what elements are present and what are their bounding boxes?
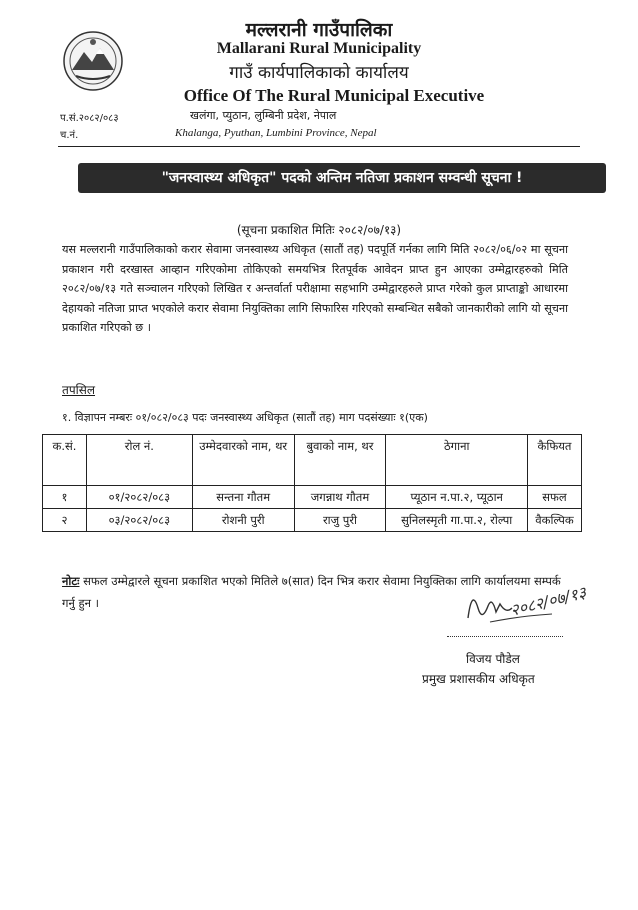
cell-father: राजु पुरी <box>294 509 386 532</box>
cell-remarks: वैकल्पिक <box>528 509 582 532</box>
signature-line <box>447 636 563 637</box>
details-heading: तपसिल <box>62 383 96 397</box>
cell-address: सुनिलस्मृती गा.पा.२, रोल्पा <box>386 509 528 532</box>
publish-date: (सूचना प्रकाशित मितिः २०८२/०७/१३) <box>236 223 402 237</box>
notice-title-banner: "जनस्वास्थ्य अधिकृत" पदको अन्तिम नतिजा प्रकाशन सम्वन्धी सूचना ! <box>78 163 606 193</box>
results-table <box>42 434 582 532</box>
col-header-father: बुवाको नाम, थर <box>294 435 386 486</box>
municipality-name-np: मल्लरानी गाउँपालिका <box>245 19 393 41</box>
ref-no: च.नं. <box>60 130 79 141</box>
cell-sn: २ <box>43 509 87 532</box>
notice-body: यस मल्लरानी गाउँपालिकाको करार सेवामा जनस्वास्थ्य अधिकृत (सातौं तह) पदपूर्ति गर्नका लागि मिति २०८२/०६/०२ मा सूचना प्रकाशन गरी दरखास्त आव्हान गरिएकोमा तोकिएको समयभित्र रितपूर्वक आवेदन प्राप्त हुन आएका उम्मेद्वारहरुको मिति २०८२/०७/१३ गते सञ्चालन गरिएको लिखित र अन्तर्वार्ता परीक्षामा सहभागि उम्मेद्वारहरुले प्राप्त गरेको कुल प्राप्ताङ्को आधारमा देहायको नतिजा प्राप्त भएकोले करार सेवामा नियुक्तिका लागि सिफारिस गरिएको सम्बन्धित सबैको जानकारीको लागि यो सूचना प्रकाशित गरिएको छ । <box>62 243 568 334</box>
note-text: सफल उम्मेद्वारले सूचना प्रकाशित भएको मितिले ७(सात) दिन भित्र करार सेवामा नियुक्तिका लागि कार्यालयमा सम्पर्क गर्नु हुन । <box>62 574 561 610</box>
col-header-remarks: कैफियत <box>528 435 582 486</box>
signature-date: २०८२/०७/१३ <box>508 582 589 620</box>
office-name-en: Office Of The Rural Municipal Executive <box>183 86 485 105</box>
handwritten-signature <box>460 578 600 638</box>
signatory-name: विजय पौडेल <box>466 652 520 666</box>
note-label: नोटः <box>62 574 80 588</box>
signatory-designation: प्रमुख प्रशासकीय अधिकृत <box>422 672 535 686</box>
address-en: Khalanga, Pyuthan, Lumbini Province, Nepal <box>175 127 377 139</box>
cell-address: प्यूठान न.पा.२, प्यूठान <box>386 486 528 509</box>
cell-candidate: रोशनी पुरी <box>192 509 294 532</box>
advertisement-line: १. विज्ञापन नम्बरः ०१/०८२/०८३ पदः जनस्वास्थ्य अधिकृत (सातौं तह) माग पदसंख्याः १(एक) <box>62 411 428 424</box>
col-header-address: ठेगाना <box>386 435 528 486</box>
cell-roll: ०१/२०८२/०८३ <box>86 486 192 509</box>
office-name-np: गाउँ कार्यपालिकाको कार्यालय <box>229 63 409 83</box>
cell-sn: १ <box>43 486 87 509</box>
municipality-name-en: Mallarani Rural Municipality <box>216 40 422 57</box>
fiscal-ref: प.सं.२०८२/०८३ <box>60 113 119 124</box>
table-row <box>43 509 582 532</box>
col-header-sn: क.सं. <box>43 435 87 486</box>
table-header-row <box>43 435 582 486</box>
cell-father: जगन्नाथ गौतम <box>294 486 386 509</box>
cell-remarks: सफल <box>528 486 582 509</box>
col-header-candidate: उम्मेदवारको नाम, थर <box>192 435 294 486</box>
col-header-roll: रोल नं. <box>86 435 192 486</box>
cell-roll: ०३/२०८२/०८३ <box>86 509 192 532</box>
address-np: खलंगा, प्युठान, लुम्बिनी प्रदेश, नेपाल <box>190 109 337 122</box>
cell-candidate: सन्तना गौतम <box>192 486 294 509</box>
table-row <box>43 486 582 509</box>
header-divider <box>58 146 580 147</box>
